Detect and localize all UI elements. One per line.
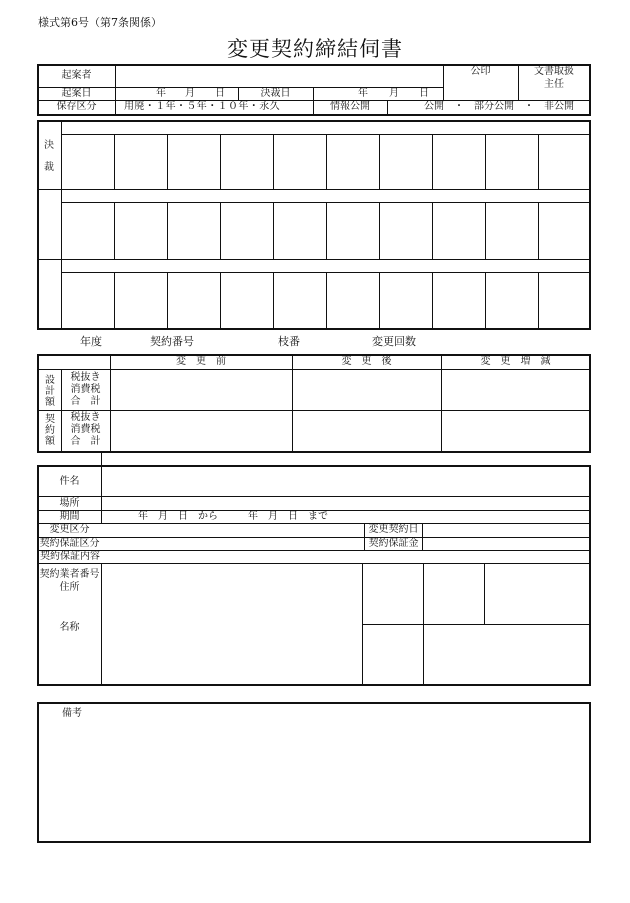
approval-stamp-cell[interactable]: [486, 204, 537, 258]
design-amount-label: 設計額: [45, 375, 55, 408]
approval-stamp-cell[interactable]: [274, 274, 325, 328]
approval-stamp-cell[interactable]: [327, 274, 378, 328]
change-type-label: 変更区分: [49, 524, 90, 535]
approval-stamp-cell[interactable]: [433, 136, 484, 188]
drafter-label: 起案者: [61, 70, 92, 81]
change-count-label: 変更回数: [372, 335, 416, 348]
approval-stamp-cell[interactable]: [380, 274, 431, 328]
approval-stamp-cell[interactable]: [274, 204, 325, 258]
approval-stamp-cell[interactable]: [539, 136, 589, 188]
decision-date-label: 決裁日: [260, 88, 291, 99]
disclosure-options[interactable]: 公開 ・ 部分公開 ・ 非公開: [424, 101, 574, 112]
guarantee-amount-field[interactable]: [424, 538, 589, 549]
period-label: 期間: [59, 511, 80, 522]
approval-stamp-cell[interactable]: [327, 204, 378, 258]
approval-stamp-cell[interactable]: [539, 274, 589, 328]
fiscal-year-label: 年度: [80, 335, 102, 348]
design-before-field[interactable]: [112, 371, 290, 409]
approval-stamp-cell[interactable]: [221, 274, 272, 328]
design-line-total: 合 計: [70, 396, 101, 407]
contract-line-tax: 消費税: [70, 424, 101, 435]
approval-stamp-cell[interactable]: [380, 136, 431, 188]
doc-handler-sub: 主任: [544, 79, 564, 90]
name-label: 名称: [59, 622, 80, 633]
contract-line-taxfree: 税抜き: [70, 412, 101, 423]
address-label: 住所: [59, 582, 80, 593]
period-text: 年 月 日 から 年 月 日 まで: [138, 511, 328, 522]
drafter-field[interactable]: [117, 66, 441, 86]
guarantee-amount-label: 契約保証金: [368, 538, 419, 549]
approval-stamp-cell[interactable]: [433, 204, 484, 258]
doc-handler-label: 文書取扱: [534, 66, 574, 77]
approval-stamp-cell[interactable]: [63, 274, 113, 328]
contract-number-label: 契約番号: [150, 335, 194, 348]
approval-label-1: 決: [44, 140, 54, 151]
official-seal-label: 公印: [470, 66, 491, 77]
design-diff-field[interactable]: [443, 371, 588, 409]
guarantee-type-label: 契約保証区分: [39, 538, 100, 549]
guarantee-content-field[interactable]: [103, 551, 589, 562]
design-after-field[interactable]: [294, 371, 439, 409]
change-date-label: 変更契約日: [368, 524, 419, 535]
approval-stamp-cell[interactable]: [539, 204, 589, 258]
decision-day: 日: [419, 88, 429, 99]
retention-options[interactable]: 用廃・１年・５年・１０年・永久: [124, 101, 280, 112]
vendor-number-label: 契約業者番号: [39, 569, 100, 580]
col-diff: 変 更 増 減: [480, 356, 551, 367]
design-line-tax: 消費税: [70, 384, 101, 395]
place-field[interactable]: [103, 498, 589, 509]
approval-stamp-cell[interactable]: [486, 274, 537, 328]
contract-amount-label: 契約額: [45, 414, 55, 447]
approval-stamp-cell[interactable]: [115, 136, 166, 188]
approval-stamp-cell[interactable]: [168, 274, 219, 328]
subject-field[interactable]: [103, 468, 589, 495]
approval-stamp-cell[interactable]: [486, 136, 537, 188]
approval-stamp-cell[interactable]: [63, 136, 113, 188]
decision-year: 年: [358, 88, 368, 99]
remarks-field[interactable]: [40, 722, 588, 840]
approval-stamp-cell[interactable]: [433, 274, 484, 328]
draft-date-label: 起案日: [61, 88, 92, 99]
approval-stamp-cell[interactable]: [115, 274, 166, 328]
approval-stamp-cell[interactable]: [221, 204, 272, 258]
approval-stamp-cell[interactable]: [274, 136, 325, 188]
approval-stamp-cell[interactable]: [115, 204, 166, 258]
approval-stamp-cell[interactable]: [168, 204, 219, 258]
change-type-field[interactable]: [103, 525, 362, 536]
contract-before-field[interactable]: [112, 412, 290, 450]
guarantee-content-label: 契約保証内容: [40, 551, 100, 562]
approval-stamp-cell[interactable]: [63, 204, 113, 258]
col-before: 変 更 前: [176, 356, 226, 367]
change-date-field[interactable]: [424, 525, 589, 536]
contract-after-field[interactable]: [294, 412, 439, 450]
retention-label: 保存区分: [56, 101, 97, 112]
draft-day: 日: [215, 88, 225, 99]
place-label: 場所: [59, 498, 80, 509]
approval-stamp-cell[interactable]: [221, 136, 272, 188]
design-line-taxfree: 税抜き: [70, 372, 101, 383]
subject-label: 件名: [59, 476, 80, 487]
vendor-info-field[interactable]: [103, 566, 360, 683]
contract-line-total: 合 計: [70, 436, 101, 447]
draft-year: 年: [156, 88, 166, 99]
approval-stamp-cell[interactable]: [327, 136, 378, 188]
decision-month: 月: [389, 88, 399, 99]
col-after: 変 更 後: [341, 356, 392, 367]
disclosure-label: 情報公開: [330, 101, 370, 112]
draft-month: 月: [185, 88, 195, 99]
contract-diff-field[interactable]: [443, 412, 588, 450]
remarks-label: 備考: [62, 708, 82, 719]
form-number: 様式第6号（第7条関係）: [38, 16, 162, 29]
approval-stamp-cell[interactable]: [380, 204, 431, 258]
page-title: 変更契約締結伺書: [227, 37, 403, 61]
approval-label-2: 裁: [44, 162, 54, 173]
branch-number-label: 枝番: [278, 335, 300, 348]
guarantee-type-field[interactable]: [103, 538, 362, 549]
approval-stamp-cell[interactable]: [168, 136, 219, 188]
